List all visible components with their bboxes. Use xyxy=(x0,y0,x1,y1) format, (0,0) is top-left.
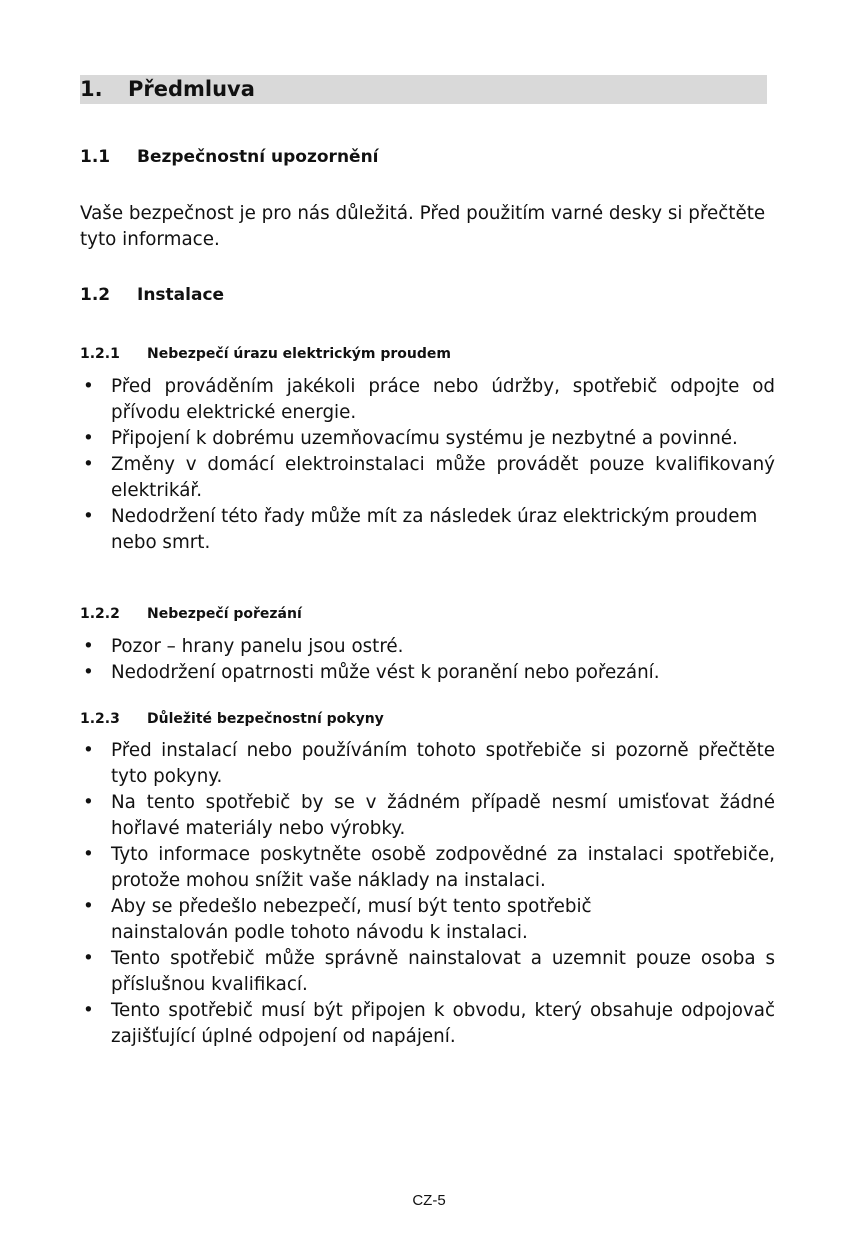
subsection-title: Důležité bezpečnostní pokyny xyxy=(147,711,384,727)
list-item: • Na tento spotřebič by se v žádném případě nesmí umisťovat žádné hořlavé materiály nebo výrobky. xyxy=(83,792,775,839)
subsection-heading-1-2-1 xyxy=(80,344,451,364)
section-title: Instalace xyxy=(137,285,225,305)
chapter-heading xyxy=(80,75,767,104)
list-item: • Tento spotřebič může správně nainstalovat a uzemnit pouze osoba s příslušnou kvalifikací. xyxy=(83,948,775,995)
bullet-icon: • xyxy=(83,636,94,657)
cut-hazard-list xyxy=(80,634,775,686)
chapter-number: 1. xyxy=(80,77,103,101)
bullet-icon: • xyxy=(83,896,94,917)
list-item: • Nedodržení této řady může mít za následek úraz elektrickým proudem nebo smrt. xyxy=(83,506,758,553)
bullet-icon: • xyxy=(83,792,94,813)
list-item: • Před instalací nebo používáním tohoto spotřebiče si pozorně přečtěte tyto pokyny. xyxy=(83,740,775,787)
section-number: 1.2 xyxy=(80,285,111,305)
list-item: • Nedodržení opatrnosti může vést k poranění nebo pořezání. xyxy=(80,660,775,686)
subsection-heading-1-2-2 xyxy=(80,604,302,624)
bullet-icon: • xyxy=(83,662,94,683)
chapter-title: Předmluva xyxy=(128,77,255,101)
bullet-icon: • xyxy=(83,740,94,761)
list-item: • Změny v domácí elektroinstalaci může provádět pouze kvalifikovaný elektrikář. xyxy=(83,454,775,501)
subsection-heading-1-2-3 xyxy=(80,709,384,729)
subsection-number: 1.2.2 xyxy=(80,606,120,622)
list-item: • Tyto informace poskytněte osobě zodpovědné za instalaci spotřebiče, protože mohou snížit vaše náklady na instalaci. xyxy=(83,844,775,891)
subsection-number: 1.2.3 xyxy=(80,711,120,727)
bullet-icon: • xyxy=(83,1000,94,1021)
bullet-icon: • xyxy=(83,454,94,475)
bullet-icon: • xyxy=(83,844,94,865)
list-item: • Aby se předešlo nebezpečí, musí být tento spotřebič nainstalován podle tohoto návodu k instalaci. xyxy=(83,896,592,943)
list-item: • Připojení k dobrému uzemňovacímu systému je nezbytné a povinné. xyxy=(80,426,775,452)
section-heading-1-2 xyxy=(80,284,224,306)
bullet-icon: • xyxy=(83,376,94,397)
bullet-icon: • xyxy=(83,506,94,527)
list-item: • Tento spotřebič musí být připojen k obvodu, který obsahuje odpojovač zajišťující úplné odpojení od napájení. xyxy=(83,1000,775,1047)
safety-instructions-list xyxy=(80,738,775,1050)
subsection-title: Nebezpečí úrazu elektrickým proudem xyxy=(147,346,451,362)
page-number: CZ-5 xyxy=(412,1192,446,1209)
bullet-icon: • xyxy=(83,948,94,969)
section-heading-1-1 xyxy=(80,146,379,168)
list-item: • Před prováděním jakékoli práce nebo údržby, spotřebič odpojte od přívodu elektrické energie. xyxy=(83,376,775,423)
bullet-icon: • xyxy=(83,428,94,449)
list-item: • Pozor – hrany panelu jsou ostré. xyxy=(80,634,775,660)
subsection-number: 1.2.1 xyxy=(80,346,120,362)
electric-shock-list xyxy=(80,374,775,556)
subsection-title: Nebezpečí pořezání xyxy=(147,606,302,622)
safety-intro-paragraph: Vaše bezpečnost je pro nás důležitá. Před použitím varné desky si přečtěte tyto informace. xyxy=(80,203,766,250)
section-title: Bezpečnostní upozornění xyxy=(137,147,379,167)
section-number: 1.1 xyxy=(80,147,111,167)
